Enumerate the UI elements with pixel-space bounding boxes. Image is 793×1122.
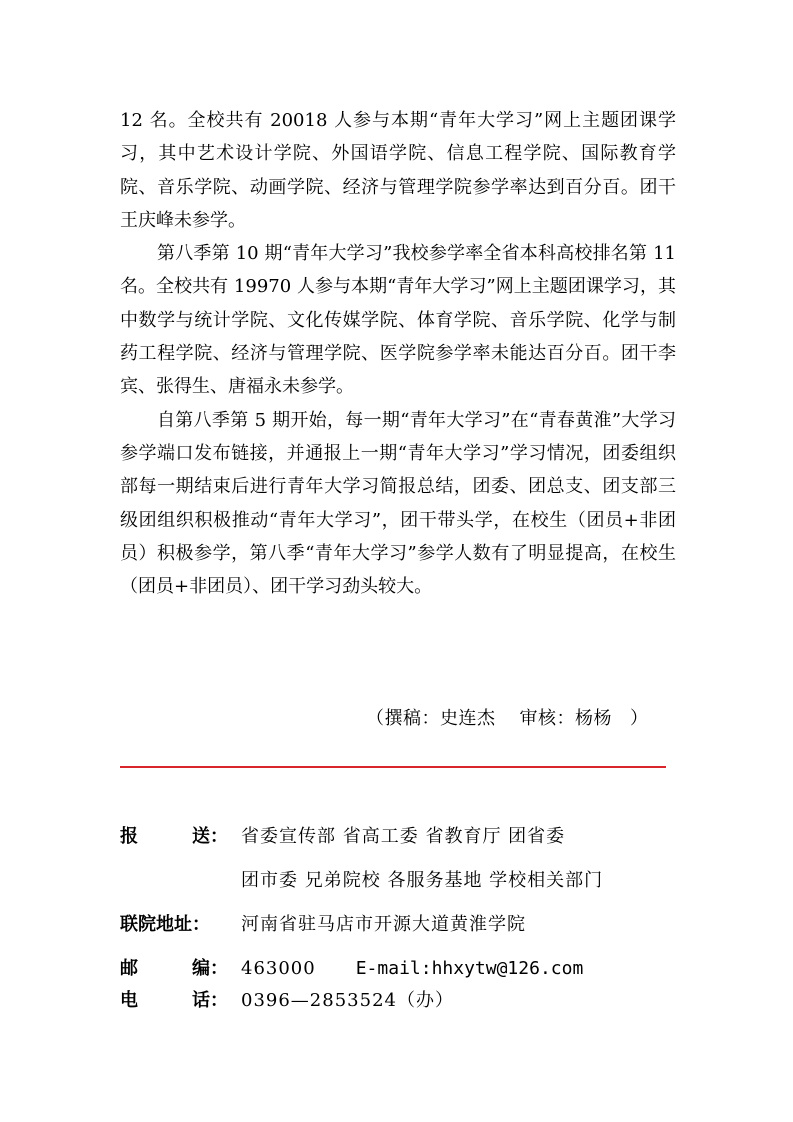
address-label: 联院地址： (120, 914, 210, 935)
postcode-label-rest: 编： (192, 958, 228, 979)
writer-name: 史连杰 (440, 708, 496, 729)
reviewer-name: 杨杨 (575, 708, 612, 729)
email-address: E-mail:hhxytw@126.com (355, 958, 584, 979)
article-body (120, 104, 676, 603)
phone-value: 0396—2853524（办） (241, 990, 454, 1011)
phone-label (120, 986, 228, 1016)
writer-label: 撰稿： (384, 708, 440, 729)
postcode-label (120, 954, 228, 984)
red-divider-line (120, 766, 666, 768)
address-value: 河南省驻马店市开源大道黄淮学院 (241, 914, 526, 935)
credit-open-paren: （ (366, 708, 385, 729)
author-credit (366, 702, 649, 735)
paragraph-2: 第八季第 10 期“青年大学习”我校参学率全省本科高校排名第 11 名。全校共有 19970 人参与本期“青年大学习”网上主题团课学习，其中数学与统计学院、文化传媒学院、体育学院、音乐学院、化学与制药工程学院、经济与管理学院、医学院参学率未能达百分百。团干李宾、张得生、唐福永未参学。 (120, 243, 676, 398)
send-to-line-2: 团市委 兄弟院校 各服务基地 学校相关部门 (241, 870, 604, 891)
paragraph-1: 12 名。全校共有 20018 人参与本期“青年大学习”网上主题团课学习，其中艺术设计学院、外国语学院、信息工程学院、国际教育学院、音乐学院、动画学院、经济与管理学院参学率达到百分百。团干王庆峰未参学。 (120, 110, 676, 231)
phone-label-rest: 话： (192, 990, 228, 1011)
credit-close-paren: ） (630, 708, 649, 729)
postcode-value-group (241, 954, 583, 984)
phone-label-char: 电 (120, 990, 138, 1011)
postcode-value: 463000 (241, 958, 316, 979)
send-to-label-rest: 送： (192, 826, 228, 847)
send-to-label-char: 报 (120, 826, 138, 847)
postcode-label-char: 邮 (120, 958, 138, 979)
reviewer-label: 审核： (519, 708, 575, 729)
send-to-line-1: 省委宣传部 省高工委 省教育厅 团省委 (241, 826, 566, 847)
send-to-label (120, 822, 228, 852)
paragraph-3: 自第八季第 5 期开始，每一期“青年大学习”在“青春黄淮”大学习参学端口发布链接，并通报上一期“青年大学习”学习情况，团委组织部每一期结束后进行青年大学习简报总结，团委、团总支、团支部三级团组织积极推动“青年大学习”，团干带头学，在校生（团员+非团员）积极参学，第八季“青年大学习”参学人数有了明显提高，在校生（团员+非团员）、团干学习劲头较大。 (120, 409, 676, 598)
